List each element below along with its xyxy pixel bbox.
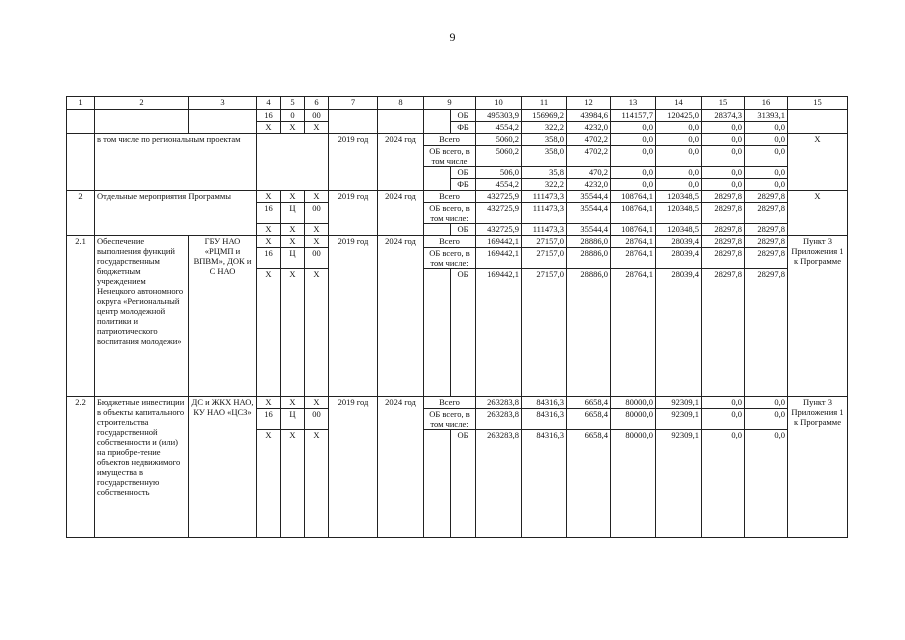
value-cell: 28297,8 <box>745 224 788 236</box>
value-cell: 28297,8 <box>745 248 788 269</box>
value-cell: 169442,1 <box>476 236 522 248</box>
value-cell: 0,0 <box>656 179 702 191</box>
value-cell: 432725,9 <box>476 203 522 224</box>
item-name: Обеспечение выполнения функций государственным бюджетным учреждением Ненецкого автономного округа «Региональный центр молодежной политики и патриотического воспитания молодежи» <box>95 236 189 397</box>
code-cell: Х <box>281 224 305 236</box>
value-cell: 0,0 <box>611 146 656 167</box>
value-cell: 35,8 <box>522 167 567 179</box>
table-row <box>67 191 848 203</box>
value-cell: 31393,1 <box>745 110 788 122</box>
table-row <box>67 110 848 122</box>
header-cell: 4 <box>257 97 281 110</box>
value-cell: 92309,1 <box>656 409 702 430</box>
header-cell: 12 <box>567 97 611 110</box>
header-cell: 6 <box>305 97 329 110</box>
header-cell: 5 <box>281 97 305 110</box>
result-cell: Пункт 3 Приложения 1 к Программе <box>788 236 848 397</box>
value-cell: 0,0 <box>745 167 788 179</box>
value-cell: 4554,2 <box>476 122 522 134</box>
header-cell: 10 <box>476 97 522 110</box>
value-cell: 28297,8 <box>702 269 745 397</box>
value-cell: 432725,9 <box>476 191 522 203</box>
source-cell: ОБ всего, в том числе <box>424 146 476 167</box>
source-cell: ОБ <box>451 110 476 122</box>
value-cell: 28297,8 <box>745 191 788 203</box>
value-cell: 43984,6 <box>567 110 611 122</box>
value-cell: 0,0 <box>702 409 745 430</box>
source-cell: ФБ <box>451 122 476 134</box>
value-cell: 28297,8 <box>702 203 745 224</box>
value-cell: 28374,3 <box>702 110 745 122</box>
value-cell: 0,0 <box>656 122 702 134</box>
source-cell: ОБ всего, в том числе: <box>424 409 476 430</box>
header-cell: 14 <box>656 97 702 110</box>
code-cell: Х <box>305 397 329 409</box>
header-cell: 2 <box>95 97 189 110</box>
value-cell: 470,2 <box>567 167 611 179</box>
code-cell: 00 <box>305 203 329 224</box>
value-cell: 6658,4 <box>567 397 611 409</box>
value-cell: 4554,2 <box>476 179 522 191</box>
value-cell: 80000,0 <box>611 430 656 538</box>
value-cell: 28039,4 <box>656 236 702 248</box>
code-cell: Ц <box>281 409 305 430</box>
header-cell: 15 <box>788 97 848 110</box>
value-cell: 506,0 <box>476 167 522 179</box>
table-row <box>67 397 848 409</box>
value-cell: 28297,8 <box>745 236 788 248</box>
code-cell: Х <box>257 122 281 134</box>
code-cell: Х <box>305 269 329 397</box>
header-row <box>67 97 848 110</box>
value-cell: 156969,2 <box>522 110 567 122</box>
value-cell: 35544,4 <box>567 224 611 236</box>
start-year: 2019 год <box>329 236 378 397</box>
item-name: в том числе по региональным проектам <box>95 134 257 191</box>
value-cell: 358,0 <box>522 146 567 167</box>
value-cell: 0,0 <box>745 409 788 430</box>
header-cell: 9 <box>424 97 476 110</box>
value-cell: 35544,4 <box>567 191 611 203</box>
code-cell: Х <box>257 224 281 236</box>
value-cell: 0,0 <box>611 134 656 146</box>
start-year: 2019 год <box>329 134 378 191</box>
value-cell: 5060,2 <box>476 146 522 167</box>
result-cell: Пункт 3 Приложения 1 к Программе <box>788 397 848 538</box>
value-cell: 0,0 <box>611 167 656 179</box>
value-cell: 28764,1 <box>611 236 656 248</box>
value-cell: 28297,8 <box>702 248 745 269</box>
value-cell: 0,0 <box>745 134 788 146</box>
value-cell: 6658,4 <box>567 409 611 430</box>
value-cell: 35544,4 <box>567 203 611 224</box>
code-cell: Х <box>305 122 329 134</box>
code-cell: Х <box>281 236 305 248</box>
code-cell: Х <box>257 397 281 409</box>
value-cell: 0,0 <box>702 134 745 146</box>
code-cell: 16 <box>257 248 281 269</box>
header-cell: 8 <box>378 97 424 110</box>
value-cell: 84316,3 <box>522 397 567 409</box>
value-cell: 80000,0 <box>611 397 656 409</box>
executor-cell: ГБУ НАО «РЦМП и ВПВМ», ДОК и С НАО <box>189 236 257 397</box>
code-cell: Ц <box>281 203 305 224</box>
source-cell: ОБ <box>451 430 476 538</box>
value-cell: 120348,5 <box>656 203 702 224</box>
value-cell: 263283,8 <box>476 409 522 430</box>
value-cell: 4702,2 <box>567 134 611 146</box>
value-cell: 169442,1 <box>476 269 522 397</box>
source-cell: ОБ <box>451 224 476 236</box>
value-cell: 28297,8 <box>702 236 745 248</box>
code-cell: 00 <box>305 248 329 269</box>
header-cell: 7 <box>329 97 378 110</box>
code-cell: Х <box>257 430 281 538</box>
value-cell: 108764,1 <box>611 191 656 203</box>
code-cell: Х <box>305 191 329 203</box>
end-year: 2024 год <box>378 236 424 397</box>
value-cell: 0,0 <box>611 122 656 134</box>
source-cell: Всего <box>424 397 476 409</box>
value-cell: 5060,2 <box>476 134 522 146</box>
code-cell: Х <box>305 224 329 236</box>
source-cell: Всего <box>424 236 476 248</box>
code-cell: Х <box>281 122 305 134</box>
code-cell: 00 <box>305 409 329 430</box>
code-cell: Х <box>281 430 305 538</box>
value-cell: 0,0 <box>702 146 745 167</box>
item-number: 2 <box>67 191 95 236</box>
value-cell: 111473,3 <box>522 203 567 224</box>
header-cell: 16 <box>745 97 788 110</box>
value-cell: 84316,3 <box>522 430 567 538</box>
source-cell: ФБ <box>451 179 476 191</box>
source-cell: ОБ <box>451 269 476 397</box>
item-number: 2.2 <box>67 397 95 538</box>
code-cell: Х <box>305 236 329 248</box>
value-cell: 0,0 <box>745 430 788 538</box>
value-cell: 28886,0 <box>567 269 611 397</box>
code-cell: 0 <box>281 110 305 122</box>
value-cell: 27157,0 <box>522 236 567 248</box>
code-cell: 16 <box>257 203 281 224</box>
value-cell: 92309,1 <box>656 430 702 538</box>
result-cell: Х <box>788 191 848 236</box>
value-cell: 84316,3 <box>522 409 567 430</box>
budget-table <box>66 96 848 538</box>
value-cell: 120348,5 <box>656 191 702 203</box>
code-cell: Х <box>257 191 281 203</box>
value-cell: 6658,4 <box>567 430 611 538</box>
header-cell: 1 <box>67 97 95 110</box>
value-cell: 28297,8 <box>745 269 788 397</box>
end-year: 2024 год <box>378 134 424 191</box>
value-cell: 263283,8 <box>476 397 522 409</box>
value-cell: 0,0 <box>702 122 745 134</box>
code-cell: 16 <box>257 409 281 430</box>
value-cell: 28764,1 <box>611 269 656 397</box>
value-cell: 80000,0 <box>611 409 656 430</box>
value-cell: 108764,1 <box>611 224 656 236</box>
value-cell: 111473,3 <box>522 224 567 236</box>
value-cell: 432725,9 <box>476 224 522 236</box>
value-cell: 28764,1 <box>611 248 656 269</box>
value-cell: 28886,0 <box>567 248 611 269</box>
code-cell: Ц <box>281 248 305 269</box>
source-cell: ОБ всего, в том числе: <box>424 203 476 224</box>
source-cell: ОБ всего, в том числе: <box>424 248 476 269</box>
value-cell: 28297,8 <box>745 203 788 224</box>
end-year: 2024 год <box>378 397 424 538</box>
value-cell: 27157,0 <box>522 269 567 397</box>
header-cell: 3 <box>189 97 257 110</box>
value-cell: 0,0 <box>702 430 745 538</box>
item-name: Бюджетные инвестиции в объекты капитального строительства государственной собственности и (или) на приобре-тение объектов недвижимого имущества в государственную собственность <box>95 397 189 538</box>
value-cell: 28039,4 <box>656 269 702 397</box>
code-cell: Х <box>281 397 305 409</box>
source-cell: Всего <box>424 134 476 146</box>
result-cell: Х <box>788 134 848 191</box>
value-cell: 28297,8 <box>702 191 745 203</box>
value-cell: 322,2 <box>522 122 567 134</box>
value-cell: 92309,1 <box>656 397 702 409</box>
code-cell: Х <box>281 269 305 397</box>
value-cell: 120348,5 <box>656 224 702 236</box>
value-cell: 263283,8 <box>476 430 522 538</box>
value-cell: 4232,0 <box>567 179 611 191</box>
value-cell: 28297,8 <box>702 224 745 236</box>
value-cell: 0,0 <box>611 179 656 191</box>
header-cell: 15 <box>702 97 745 110</box>
value-cell: 0,0 <box>702 179 745 191</box>
source-cell: ОБ <box>451 167 476 179</box>
value-cell: 322,2 <box>522 179 567 191</box>
value-cell: 495303,9 <box>476 110 522 122</box>
value-cell: 27157,0 <box>522 248 567 269</box>
code-cell: Х <box>257 269 281 397</box>
value-cell: 0,0 <box>656 134 702 146</box>
start-year: 2019 год <box>329 397 378 538</box>
code-cell: Х <box>305 430 329 538</box>
executor-cell: ДС и ЖКХ НАО, КУ НАО «ЦСЗ» <box>189 397 257 538</box>
value-cell: 108764,1 <box>611 203 656 224</box>
value-cell: 4702,2 <box>567 146 611 167</box>
item-number: 2.1 <box>67 236 95 397</box>
header-cell: 13 <box>611 97 656 110</box>
value-cell: 120425,0 <box>656 110 702 122</box>
value-cell: 358,0 <box>522 134 567 146</box>
value-cell: 0,0 <box>745 122 788 134</box>
code-cell: 16 <box>257 110 281 122</box>
value-cell: 28886,0 <box>567 236 611 248</box>
source-cell: Всего <box>424 191 476 203</box>
start-year: 2019 год <box>329 191 378 236</box>
value-cell: 0,0 <box>702 397 745 409</box>
table-row <box>67 236 848 248</box>
value-cell: 0,0 <box>702 167 745 179</box>
end-year: 2024 год <box>378 191 424 236</box>
header-cell: 11 <box>522 97 567 110</box>
value-cell: 0,0 <box>745 146 788 167</box>
value-cell: 0,0 <box>745 179 788 191</box>
table-row <box>67 134 848 146</box>
page-number: 9 <box>449 30 456 44</box>
item-name: Отдельные мероприятия Программы <box>95 191 257 236</box>
value-cell: 0,0 <box>656 167 702 179</box>
value-cell: 114157,7 <box>611 110 656 122</box>
code-cell: 00 <box>305 110 329 122</box>
code-cell: Х <box>281 191 305 203</box>
value-cell: 0,0 <box>745 397 788 409</box>
value-cell: 169442,1 <box>476 248 522 269</box>
code-cell: Х <box>257 236 281 248</box>
value-cell: 0,0 <box>656 146 702 167</box>
value-cell: 4232,0 <box>567 122 611 134</box>
value-cell: 28039,4 <box>656 248 702 269</box>
value-cell: 111473,3 <box>522 191 567 203</box>
